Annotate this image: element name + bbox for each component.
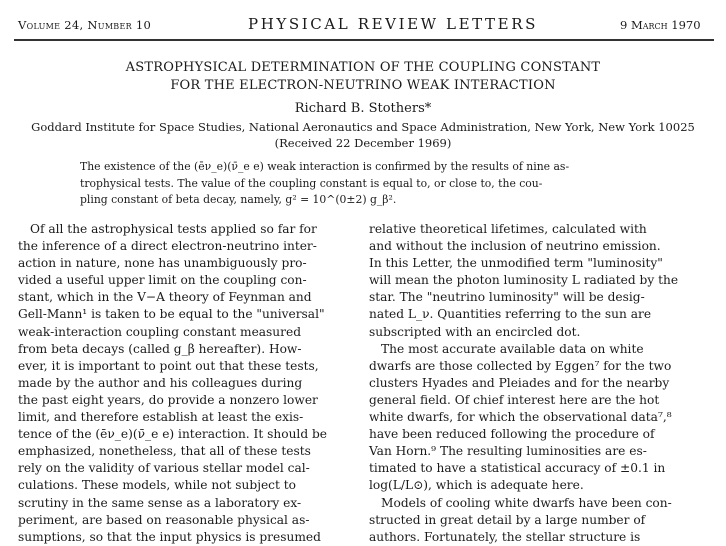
running-header-volume: Volume 24, Number 10	[18, 18, 152, 32]
body-line: rely on the validity of various stellar model cal-	[18, 461, 310, 476]
body-line: timated to have a statistical accuracy of ±0.1 in	[369, 461, 666, 476]
body-line: vided a useful upper limit on the coupling con-	[18, 273, 307, 288]
body-line: and without the inclusion of neutrino emission.	[369, 239, 661, 254]
body-line: emphasized, nonetheless, that all of these tests	[18, 444, 311, 459]
body-line: action in nature, none has unambiguously pro-	[18, 256, 307, 271]
running-header-journal: PHYSICAL REVIEW LETTERS	[248, 15, 538, 33]
body-line: have been reduced following the procedure of	[369, 427, 655, 442]
title-line-1: ASTROPHYSICAL DETERMINATION OF THE COUPLING CONSTANT	[125, 60, 601, 75]
running-header-date: 9 March 1970	[620, 18, 701, 32]
affiliation: Goddard Institute for Space Studies, National Aeronautics and Space Administration, New York, New York 10025	[31, 120, 695, 134]
body-line: the past eight years, do provide a nonzero lower	[18, 392, 318, 407]
received-date: (Received 22 December 1969)	[274, 136, 452, 150]
abstract	[80, 159, 569, 209]
body-line: periment, are based on reasonable physical as-	[18, 512, 310, 527]
abstract-line: The existence of the (ēν_e)(ν̄_e e) weak interaction is confirmed by the results of nine as-	[80, 160, 570, 173]
author: Richard B. Stothers*	[294, 101, 432, 116]
body-line: Models of cooling white dwarfs have been con-	[381, 495, 672, 510]
body-line: ever, it is important to point out that these tests,	[18, 358, 319, 373]
body-line: structed in great detail by a large number of	[369, 512, 646, 527]
body-line: Van Horn.⁹ The resulting luminosities are es-	[369, 444, 647, 459]
body-line: clusters Hyades and Pleiades and for the nearby	[369, 375, 670, 390]
body-left-column	[18, 221, 327, 546]
body-line: will mean the photon luminosity L radiated by the	[369, 273, 679, 288]
header-rule	[14, 39, 714, 41]
body-line: sumptions, so that the input physics is presumed	[18, 529, 321, 544]
body-line: relative theoretical lifetimes, calculated with	[369, 222, 647, 236]
body-line: made by the author and his colleagues during	[18, 375, 303, 390]
body-line: authors. Fortunately, the stellar structure is	[369, 529, 641, 544]
body-right-column	[369, 221, 678, 546]
abstract-line: pling constant of beta decay, namely, g² = 10^(0±2) g_β².	[80, 193, 397, 206]
body-line: dwarfs are those collected by Eggen⁷ for the two	[369, 358, 672, 373]
body-line: stant, which in the V−A theory of Feynman and	[18, 290, 312, 305]
abstract-line: trophysical tests. The value of the coupling constant is equal to, or close to, the cou-	[80, 176, 543, 190]
body-line: Gell-Mann¹ is taken to be equal to the "universal"	[18, 307, 325, 322]
body-line: Of all the astrophysical tests applied so far for	[30, 222, 317, 236]
body-line: The most accurate available data on white	[381, 341, 644, 356]
title-line-2: FOR THE ELECTRON-NEUTRINO WEAK INTERACTION	[170, 78, 556, 93]
body-line: log(L/L⊙), which is adequate here.	[369, 478, 584, 493]
body-line: the inference of a direct electron-neutrino inter-	[18, 239, 317, 254]
body-line: limit, and therefore establish at least the exis-	[18, 410, 304, 425]
body-line: from beta decays (called g_β hereafter). How-	[18, 341, 302, 356]
body-line: scrutiny in the same sense as a laboratory ex-	[18, 495, 302, 510]
body-line: star. The "neutrino luminosity" will be desig-	[369, 290, 645, 305]
body-line: weak-interaction coupling constant measured	[18, 324, 301, 339]
body-line: subscripted with an encircled dot.	[369, 324, 581, 339]
body-line: In this Letter, the unmodified term "luminosity"	[369, 256, 663, 271]
body-line: nated L_ν. Quantities referring to the sun are	[369, 307, 652, 322]
body-line: culations. These models, while not subject to	[18, 478, 297, 493]
body-line: white dwarfs, for which the observational data⁷,⁸	[369, 410, 672, 425]
body-line: general field. Of chief interest here are the hot	[369, 392, 660, 407]
body-line: tence of the (ēν_e)(ν̄_e e) interaction. It should be	[18, 427, 328, 442]
